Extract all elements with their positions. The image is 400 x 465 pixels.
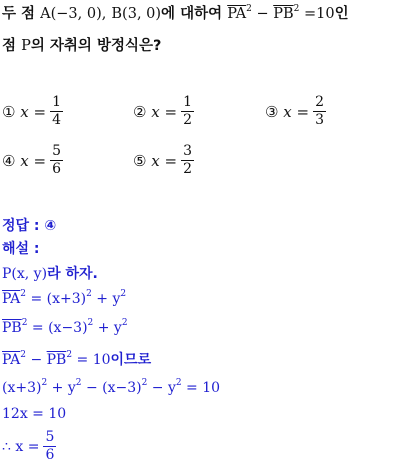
point-p-coords: P(x, y) [2,266,48,282]
solution-line-4 [2,349,151,369]
point-b: B(3, 0) [111,6,162,22]
equals-ten: =10 [303,6,335,22]
expression: + y [51,380,76,396]
segment-pb: $\overline{PB}$ [2,320,22,336]
expression: − (x−3) [85,380,142,396]
minus-sign: − [256,6,269,22]
solution-line-1 [2,263,98,283]
solution-label: 해설 : [2,241,40,257]
question-line-2 [2,34,161,55]
expression: (x+3) [2,380,42,396]
exponent: 2 [175,378,182,388]
denominator: 2 [183,161,192,177]
numerator: 2 [315,94,324,110]
exponent: 2 [20,289,26,299]
question-text: 의 자취의 방정식은? [30,38,162,54]
denominator: 6 [45,447,55,463]
solution-line-5 [2,380,220,396]
equals-sign: = [164,102,178,121]
expression: + y [96,291,121,307]
exponent: 2 [293,4,300,14]
exponent: 2 [246,4,252,14]
expression: = (x+3) [30,291,87,307]
numerator: 5 [45,429,55,445]
option-4[interactable] [2,143,63,178]
exponent: 2 [66,350,73,360]
exponent: 2 [141,378,148,388]
exponent: 2 [87,318,94,328]
equals-sign: = [33,102,47,121]
fraction [50,94,63,129]
fraction [181,94,194,129]
solution-text: 라 하자. [47,266,98,282]
point-p: P [21,38,31,54]
numerator: 3 [183,143,192,159]
equals-sign: = [296,102,310,121]
segment-pa: $\overline{PA}$ [2,352,21,368]
variable-x: x [20,102,29,121]
numerator: 1 [183,94,192,110]
denominator: 4 [52,112,61,128]
segment-pa: $\overline{PA}$ [2,291,21,307]
exponent: 2 [41,378,48,388]
minus-sign: − [30,352,43,368]
denominator: 3 [315,112,324,128]
variable-x: x [20,151,29,170]
option-1[interactable] [2,94,63,129]
variable-x: x [151,151,160,170]
question-text: 점 [2,38,17,54]
fraction [43,429,56,464]
question-text: 에 대하여 [161,6,223,22]
option-marker: ④ [2,151,16,170]
fraction [313,94,326,129]
segment-pb: $\overline{PB}$ [46,352,67,368]
option-3[interactable] [265,94,326,129]
option-marker: ① [2,102,16,121]
expression: − y [151,380,176,396]
fraction [181,143,194,178]
point-a: A(−3, 0), [40,6,107,22]
option-marker: ② [133,102,147,121]
exponent: 2 [86,289,92,299]
denominator: 6 [52,161,61,177]
solution-text: 이므로 [110,352,152,368]
fraction [50,143,63,178]
numerator: 1 [52,94,61,110]
solution-line-7 [2,429,56,464]
expression: = 10 [186,380,221,396]
exponent: 2 [21,318,28,328]
question-text: 두 점 [2,6,36,22]
denominator: 2 [183,112,192,128]
solution-line-3 [2,320,128,336]
question-line-1 [2,2,349,23]
exponent: 2 [75,378,82,388]
expression: = 10 [76,352,111,368]
option-marker: ③ [265,102,279,121]
expression: ∴ x = [2,438,40,455]
exponent: 2 [121,318,128,328]
question-text: 인 [334,6,349,22]
solution-line-2 [2,291,126,307]
expression: = (x−3) [31,320,88,336]
solution-line-6: 12x = 10 [2,406,67,422]
option-5[interactable] [133,143,194,178]
expression: + y [97,320,122,336]
segment-pa: $\overline{PA}$ [227,6,247,22]
numerator: 5 [52,143,61,159]
equals-sign: = [164,151,178,170]
segment-pb: $\overline{PB}$ [273,6,294,22]
option-2[interactable] [133,94,194,129]
option-marker: ⑤ [133,151,147,170]
exponent: 2 [120,289,127,299]
variable-x: x [151,102,160,121]
equals-sign: = [33,151,47,170]
variable-x: x [283,102,292,121]
answer-label: 정답 : ④ [2,218,57,234]
exponent: 2 [20,350,26,360]
